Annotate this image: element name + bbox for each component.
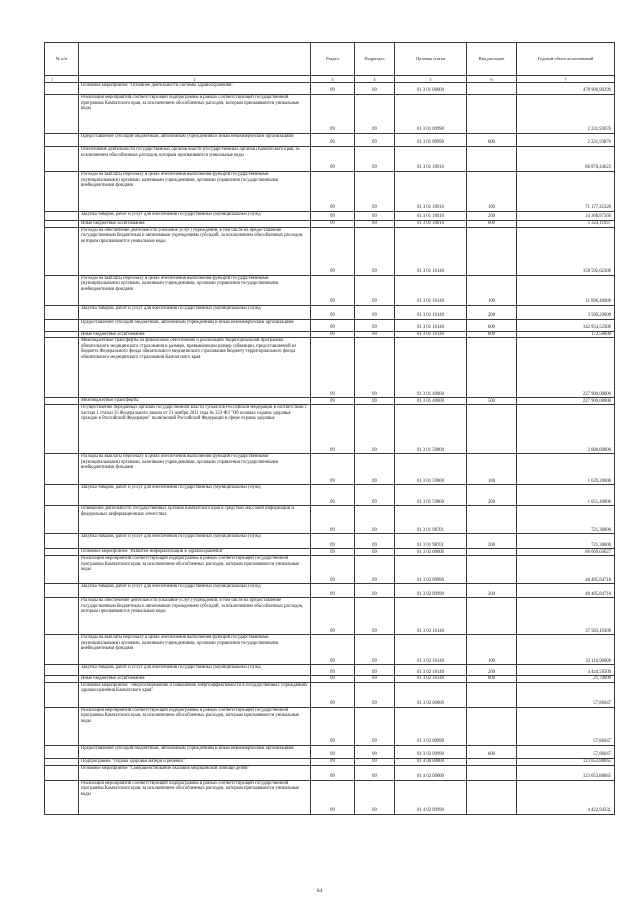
row-number-cell (45, 758, 79, 765)
row-section: 09 (311, 534, 355, 549)
table-row (45, 584, 615, 598)
row-number-cell (45, 506, 79, 534)
row-amount: 14 368,87366 (517, 212, 615, 221)
column-number: 7 (517, 76, 615, 83)
row-target-item: 01 3 01 10010 (395, 147, 467, 172)
table-row (45, 227, 615, 275)
table-row (45, 454, 615, 485)
table-row (45, 745, 615, 758)
row-target-item: 01 3 02 10140 (395, 665, 467, 676)
row-target-item: 01 3 01 40600 (395, 398, 467, 405)
row-amount: 478 906,90299 (517, 83, 615, 95)
row-amount: 123 653,88065 (517, 765, 615, 780)
row-amount: 142 954,52300 (517, 319, 615, 331)
table-row (45, 331, 615, 338)
row-section: 09 (311, 745, 355, 758)
table-row (45, 765, 615, 780)
row-description: Иные бюджетные ассигнования (79, 331, 311, 338)
table-row (45, 549, 615, 556)
row-description: Предоставление субсидий бюджетным, автономным учреждениям и иным некоммерческим организациям (79, 319, 311, 331)
row-expense-type (467, 598, 517, 635)
table-row (45, 147, 615, 172)
row-amount: 48 485,84718 (517, 556, 615, 584)
row-expense-type (467, 83, 517, 95)
table-row (45, 485, 615, 506)
row-description: Обеспечение деятельности государственных органов власти (государственных органов) Камчатского края, за исключением обособленных расходов, которым присваиваются уникальные коды (79, 147, 311, 172)
row-section: 09 (311, 485, 355, 506)
column-number: 3 (311, 76, 355, 83)
row-expense-type: 200 (467, 534, 517, 549)
row-amount: 1 324,11937 (517, 221, 615, 228)
row-section: 09 (311, 319, 355, 331)
row-number-cell (45, 305, 79, 319)
table-row (45, 305, 615, 319)
row-expense-type (467, 758, 517, 765)
row-target-item: 01 3 02 00000 (395, 549, 467, 556)
column-numbers-row (45, 76, 615, 83)
row-section: 09 (311, 398, 355, 405)
row-amount: 11 896,40000 (517, 275, 615, 305)
row-subsection: 09 (355, 745, 395, 758)
row-expense-type: 600 (467, 319, 517, 331)
row-section: 09 (311, 758, 355, 765)
table-row (45, 780, 615, 814)
row-expense-type: 800 (467, 221, 517, 228)
row-section: 09 (311, 147, 355, 172)
table-row (45, 506, 615, 534)
table-row (45, 682, 615, 707)
row-target-item: 01 3 01 59800 (395, 485, 467, 506)
row-amount: 71 177,45320 (517, 172, 615, 212)
row-description: Расходы на обеспечение деятельности (оказание услуг) учреждений, в том числе на предоставление государственным бюджетным и автономным учреждениям субсидий, за исключением обособленных расходов, которым присваиваются уникальные коды (79, 227, 311, 275)
row-target-item: 01 3 01 09990 (395, 95, 467, 134)
row-description: Иные бюджетные ассигнования (79, 676, 311, 683)
table-row (45, 758, 615, 765)
row-number-cell (45, 95, 79, 134)
row-target-item: 01 3 03 00000 (395, 682, 467, 707)
row-number-cell (45, 485, 79, 506)
row-description: Подпрограмма "Охрана здоровья матери и ребенка" (79, 758, 311, 765)
row-section: 09 (311, 83, 355, 95)
row-target-item: 01 3 01 10140 (395, 319, 467, 331)
table-row (45, 221, 615, 228)
row-section: 09 (311, 506, 355, 534)
row-number-cell (45, 134, 79, 147)
row-target-item: 01 3 02 10140 (395, 676, 467, 683)
row-description: Иные бюджетные ассигнования (79, 221, 311, 228)
row-description: Расходы на выплаты персоналу в целях обеспечения выполнения функций государственными (муниципальными) органами, казенными учреждениями, органами управления государственными внебюджетными фондами (79, 275, 311, 305)
row-description: Предоставление субсидий бюджетным, автономным учреждениям и иным некоммерческим организациям (79, 134, 311, 147)
table-row (45, 405, 615, 454)
row-number-cell (45, 780, 79, 814)
row-target-item: 01 3 01 10140 (395, 275, 467, 305)
row-description: Закупка товаров, работ и услуг для обеспечения государственных (муниципальных) нужд (79, 534, 311, 549)
row-amount: 4 422,94331 (517, 780, 615, 814)
row-subsection: 09 (355, 534, 395, 549)
row-section: 09 (311, 556, 355, 584)
budget-table-sheet (44, 42, 614, 815)
row-target-item: 01 3 01 10140 (395, 305, 467, 319)
row-amount: 3 569,20000 (517, 305, 615, 319)
row-section: 09 (311, 212, 355, 221)
row-expense-type (467, 549, 517, 556)
row-amount: 227 900,00000 (517, 338, 615, 398)
row-description: Основное мероприятие "Основное деятельности системы здравоохранения" (79, 83, 311, 95)
row-number-cell (45, 534, 79, 549)
row-amount: 227 900,00000 (517, 398, 615, 405)
row-section: 09 (311, 95, 355, 134)
row-section: 09 (311, 665, 355, 676)
row-section: 09 (311, 405, 355, 454)
row-description: Освещение деятельности государственных органов Камчатского края в средствах массовой информации и федеральных информационных агентствах (79, 506, 311, 534)
row-number-cell (45, 275, 79, 305)
row-section: 09 (311, 549, 355, 556)
row-section: 09 (311, 275, 355, 305)
row-section: 09 (311, 331, 355, 338)
row-target-item: 01 3 02 09990 (395, 584, 467, 598)
row-section: 09 (311, 598, 355, 635)
row-number-cell (45, 598, 79, 635)
table-row (45, 534, 615, 549)
row-number-cell (45, 405, 79, 454)
row-number-cell (45, 212, 79, 221)
row-amount: 48 485,84718 (517, 584, 615, 598)
row-expense-type: 200 (467, 212, 517, 221)
row-target-item: 01 3 01 10140 (395, 331, 467, 338)
row-target-item: 01 3 03 09990 (395, 745, 467, 758)
row-target-item: 01 3 01 10140 (395, 227, 467, 275)
row-amount: 86 870,44623 (517, 147, 615, 172)
row-subsection: 09 (355, 765, 395, 780)
column-number: 1 (45, 76, 79, 83)
column-number: 4 (355, 76, 395, 83)
row-target-item: 01 3 01 59800 (395, 454, 467, 485)
row-number-cell (45, 635, 79, 665)
row-target-item: 01 4 02 09990 (395, 780, 467, 814)
page-number: 64 (316, 888, 323, 894)
row-amount: 4 444,59309 (517, 665, 615, 676)
row-section: 09 (311, 707, 355, 745)
row-expense-type: 200 (467, 485, 517, 506)
row-subsection: 09 (355, 584, 395, 598)
row-description: Основное мероприятие "Энергосбережение и повышение энергоэффективности в государственных учреждениях здравоохранения Камчатского края" (79, 682, 311, 707)
row-expense-type (467, 506, 517, 534)
row-expense-type: 800 (467, 331, 517, 338)
table-row (45, 676, 615, 683)
header-subsection: Подраздел (355, 43, 395, 76)
table-body (45, 83, 615, 815)
header-number: № п/п (45, 43, 79, 76)
table-row (45, 275, 615, 305)
row-subsection: 09 (355, 758, 395, 765)
row-expense-type (467, 707, 517, 745)
row-expense-type: 200 (467, 584, 517, 598)
row-subsection: 09 (355, 506, 395, 534)
budget-allocation-table (44, 42, 615, 815)
row-subsection: 09 (355, 682, 395, 707)
row-number-cell (45, 556, 79, 584)
row-subsection: 09 (355, 134, 395, 147)
row-expense-type: 100 (467, 275, 517, 305)
row-subsection: 09 (355, 556, 395, 584)
row-number-cell (45, 83, 79, 95)
row-section: 09 (311, 676, 355, 683)
row-subsection: 09 (355, 95, 395, 134)
row-subsection: 09 (355, 227, 395, 275)
row-expense-type: 200 (467, 305, 517, 319)
row-amount: 37 583,19309 (517, 598, 615, 635)
row-expense-type (467, 780, 517, 814)
header-target-item: Целевая статья (395, 43, 467, 76)
row-description: Межбюджетные трансферты (79, 398, 311, 405)
row-section: 09 (311, 172, 355, 212)
row-number-cell (45, 665, 79, 676)
row-target-item: 01 3 01 10010 (395, 221, 467, 228)
row-expense-type (467, 405, 517, 454)
row-section: 09 (311, 584, 355, 598)
row-number-cell (45, 319, 79, 331)
row-subsection: 09 (355, 221, 395, 228)
row-target-item: 01 3 02 10140 (395, 598, 467, 635)
row-section: 09 (311, 454, 355, 485)
row-description: Основное мероприятие "Совершенствование оказания медицинской помощи детям" (79, 765, 311, 780)
row-amount: 33 116,90000 (517, 635, 615, 665)
row-description: Реализация мероприятий соответствующей подпрограммы в рамках соответствующей государственной программы Камчатского края, за исключением обособленных расходов, которым присваиваются уникальные коды (79, 95, 311, 134)
row-section: 09 (311, 635, 355, 665)
row-expense-type (467, 765, 517, 780)
row-target-item: 01 3 01 09990 (395, 134, 467, 147)
column-number: 2 (79, 76, 311, 83)
row-expense-type (467, 147, 517, 172)
row-number-cell (45, 584, 79, 598)
table-row (45, 598, 615, 635)
row-subsection: 09 (355, 676, 395, 683)
row-subsection: 09 (355, 305, 395, 319)
row-target-item: 01 3 02 10140 (395, 635, 467, 665)
table-row (45, 212, 615, 221)
row-target-item: 01 3 01 98701 (395, 506, 467, 534)
row-subsection: 09 (355, 319, 395, 331)
row-subsection: 09 (355, 780, 395, 814)
row-number-cell (45, 676, 79, 683)
table-row (45, 83, 615, 95)
row-description: Предоставление субсидий бюджетным, автономным учреждениям и иным некоммерческим организациям (79, 745, 311, 758)
row-expense-type: 200 (467, 665, 517, 676)
row-amount: 1 629,20000 (517, 454, 615, 485)
table-row (45, 134, 615, 147)
table-row (45, 665, 615, 676)
row-subsection: 09 (355, 147, 395, 172)
row-subsection: 09 (355, 331, 395, 338)
row-number-cell (45, 765, 79, 780)
table-row (45, 707, 615, 745)
row-subsection: 09 (355, 398, 395, 405)
row-target-item: 01 4 00 00000 (395, 758, 467, 765)
row-target-item: 01 3 01 59800 (395, 405, 467, 454)
row-number-cell (45, 227, 79, 275)
row-section: 09 (311, 134, 355, 147)
row-description: Реализация мероприятий соответствующей подпрограммы в рамках соответствующей государственной программы Камчатского края, за исключением обособленных расходов, которым присваиваются уникальные коды (79, 556, 311, 584)
row-expense-type (467, 682, 517, 707)
table-row (45, 95, 615, 134)
row-target-item: 01 3 01 40600 (395, 338, 467, 398)
row-section: 09 (311, 682, 355, 707)
row-number-cell (45, 682, 79, 707)
row-subsection: 09 (355, 83, 395, 95)
row-description: Закупка товаров, работ и услуг для обеспечения государственных (муниципальных) нужд (79, 305, 311, 319)
row-amount: 172,50000 (517, 331, 615, 338)
header-name (79, 43, 311, 76)
row-subsection: 09 (355, 598, 395, 635)
row-expense-type: 800 (467, 676, 517, 683)
table-row (45, 398, 615, 405)
row-section: 09 (311, 221, 355, 228)
row-amount: 1 051,40000 (517, 485, 615, 506)
row-section: 09 (311, 765, 355, 780)
row-subsection: 09 (355, 212, 395, 221)
row-expense-type: 600 (467, 745, 517, 758)
row-number-cell (45, 331, 79, 338)
table-row (45, 635, 615, 665)
row-subsection: 09 (355, 635, 395, 665)
row-amount: 86 069,04027 (517, 549, 615, 556)
row-target-item: 01 3 02 09990 (395, 556, 467, 584)
row-amount: 57,86047 (517, 682, 615, 707)
row-subsection: 09 (355, 405, 395, 454)
table-row (45, 556, 615, 584)
row-number-cell (45, 338, 79, 398)
row-description: Реализация мероприятий соответствующей подпрограммы в рамках соответствующей государственной программы Камчатского края, за исключением обособленных расходов, которым присваиваются уникальные коды (79, 707, 311, 745)
row-target-item: 01 3 01 10010 (395, 212, 467, 221)
table-row (45, 319, 615, 331)
row-number-cell (45, 745, 79, 758)
row-amount: 123 653,88065 (517, 758, 615, 765)
row-subsection: 09 (355, 172, 395, 212)
row-section: 09 (311, 305, 355, 319)
row-expense-type (467, 556, 517, 584)
row-description: Основное мероприятие "Развитие информатизации в здравоохранении" (79, 549, 311, 556)
row-amount: 2 231,93876 (517, 95, 615, 134)
row-amount: 2 680,60000 (517, 405, 615, 454)
row-subsection: 09 (355, 454, 395, 485)
row-subsection: 09 (355, 338, 395, 398)
row-description: Закупка товаров, работ и услуг для обеспечения государственных (муниципальных) нужд (79, 485, 311, 506)
header-expense-type: Вид расходов (467, 43, 517, 76)
row-description: Закупка товаров, работ и услуг для обеспечения государственных (муниципальных) нужд (79, 665, 311, 676)
row-amount: 721,30000 (517, 506, 615, 534)
row-section: 09 (311, 780, 355, 814)
row-amount: 57,86047 (517, 707, 615, 745)
row-description: Расходы на выплаты персоналу в целях обеспечения выполнения функций государственными (муниципальными) органами, казенными учреждениями, органами управления государственными внебюджетными фондами (79, 172, 311, 212)
row-description: Реализация мероприятий соответствующей подпрограммы в рамках соответствующей государственной программы Камчатского края, за исключением обособленных расходов, которым присваиваются уникальные коды (79, 780, 311, 814)
row-expense-type: 100 (467, 454, 517, 485)
row-target-item: 01 3 01 00000 (395, 83, 467, 95)
row-number-cell (45, 221, 79, 228)
header-annual-amount: Годовой объем ассигнований (517, 43, 615, 76)
row-number-cell (45, 172, 79, 212)
table-header-row (45, 43, 615, 76)
row-number-cell (45, 707, 79, 745)
row-subsection: 09 (355, 665, 395, 676)
row-description: Межбюджетные трансферты на финансовое обеспечение и реализацию территориальной программы обязательного медицинского страхования в размере, превышающем размер субвенции, предоставляемой из бюджета Федерального фонда обязательного медицинского страхования бюджету территориального фонда обязательного медицинского страхования Камчатского края (79, 338, 311, 398)
row-expense-type (467, 95, 517, 134)
row-amount: 721,30000 (517, 534, 615, 549)
row-expense-type: 100 (467, 172, 517, 212)
row-section: 09 (311, 338, 355, 398)
row-expense-type (467, 227, 517, 275)
row-number-cell (45, 454, 79, 485)
header-section: Раздел (311, 43, 355, 76)
row-description: Расходы на выплаты персоналу в целях обеспечения выполнения функций государственными (муниципальными) органами, казенными учреждениями, органами управления государственными внебюджетными фондами (79, 454, 311, 485)
row-number-cell (45, 147, 79, 172)
table-row (45, 338, 615, 398)
row-amount: 57,86047 (517, 745, 615, 758)
column-number: 6 (467, 76, 517, 83)
row-section: 09 (311, 227, 355, 275)
row-target-item: 01 4 02 00000 (395, 765, 467, 780)
row-expense-type (467, 338, 517, 398)
table-row (45, 172, 615, 212)
row-description: Расходы на обеспечение деятельности (оказание услуг) учреждений, в том числе на предоставление государственным бюджетным и автономным учреждениям субсидий, за исключением обособленных расходов, которым присваиваются уникальные коды (79, 598, 311, 635)
row-description: Закупка товаров, работ и услуг для обеспечения государственных (муниципальных) нужд (79, 212, 311, 221)
row-subsection: 09 (355, 707, 395, 745)
row-subsection: 09 (355, 275, 395, 305)
row-expense-type: 600 (467, 134, 517, 147)
row-subsection: 09 (355, 485, 395, 506)
row-target-item: 01 3 01 10010 (395, 172, 467, 212)
row-number-cell (45, 398, 79, 405)
row-number-cell (45, 549, 79, 556)
row-target-item: 01 3 03 09990 (395, 707, 467, 745)
row-amount: 2 231,93876 (517, 134, 615, 147)
row-amount: 158 592,62300 (517, 227, 615, 275)
row-target-item: 01 3 01 98701 (395, 534, 467, 549)
row-subsection: 09 (355, 549, 395, 556)
row-description: Закупка товаров, работ и услуг для обеспечения государственных (муниципальных) нужд (79, 584, 311, 598)
row-description: Осуществление переданных органам государственной власти субъектов Российской Федерации в соответствии с частью 1 статьи 15 Федерального закона от 21 ноября 2011 года № 323-ФЗ "Об основах охраны здоровья граждан в Российской Федерации" полномочий Российской Федерации в сфере охраны здоровья (79, 405, 311, 454)
column-number: 5 (395, 76, 467, 83)
row-expense-type: 100 (467, 635, 517, 665)
row-amount: 21,70000 (517, 676, 615, 683)
row-expense-type: 500 (467, 398, 517, 405)
row-description: Расходы на выплаты персоналу в целях обеспечения выполнения функций государственными (муниципальными) органами, казенными учреждениями, органами управления государственными внебюджетными фондами (79, 635, 311, 665)
